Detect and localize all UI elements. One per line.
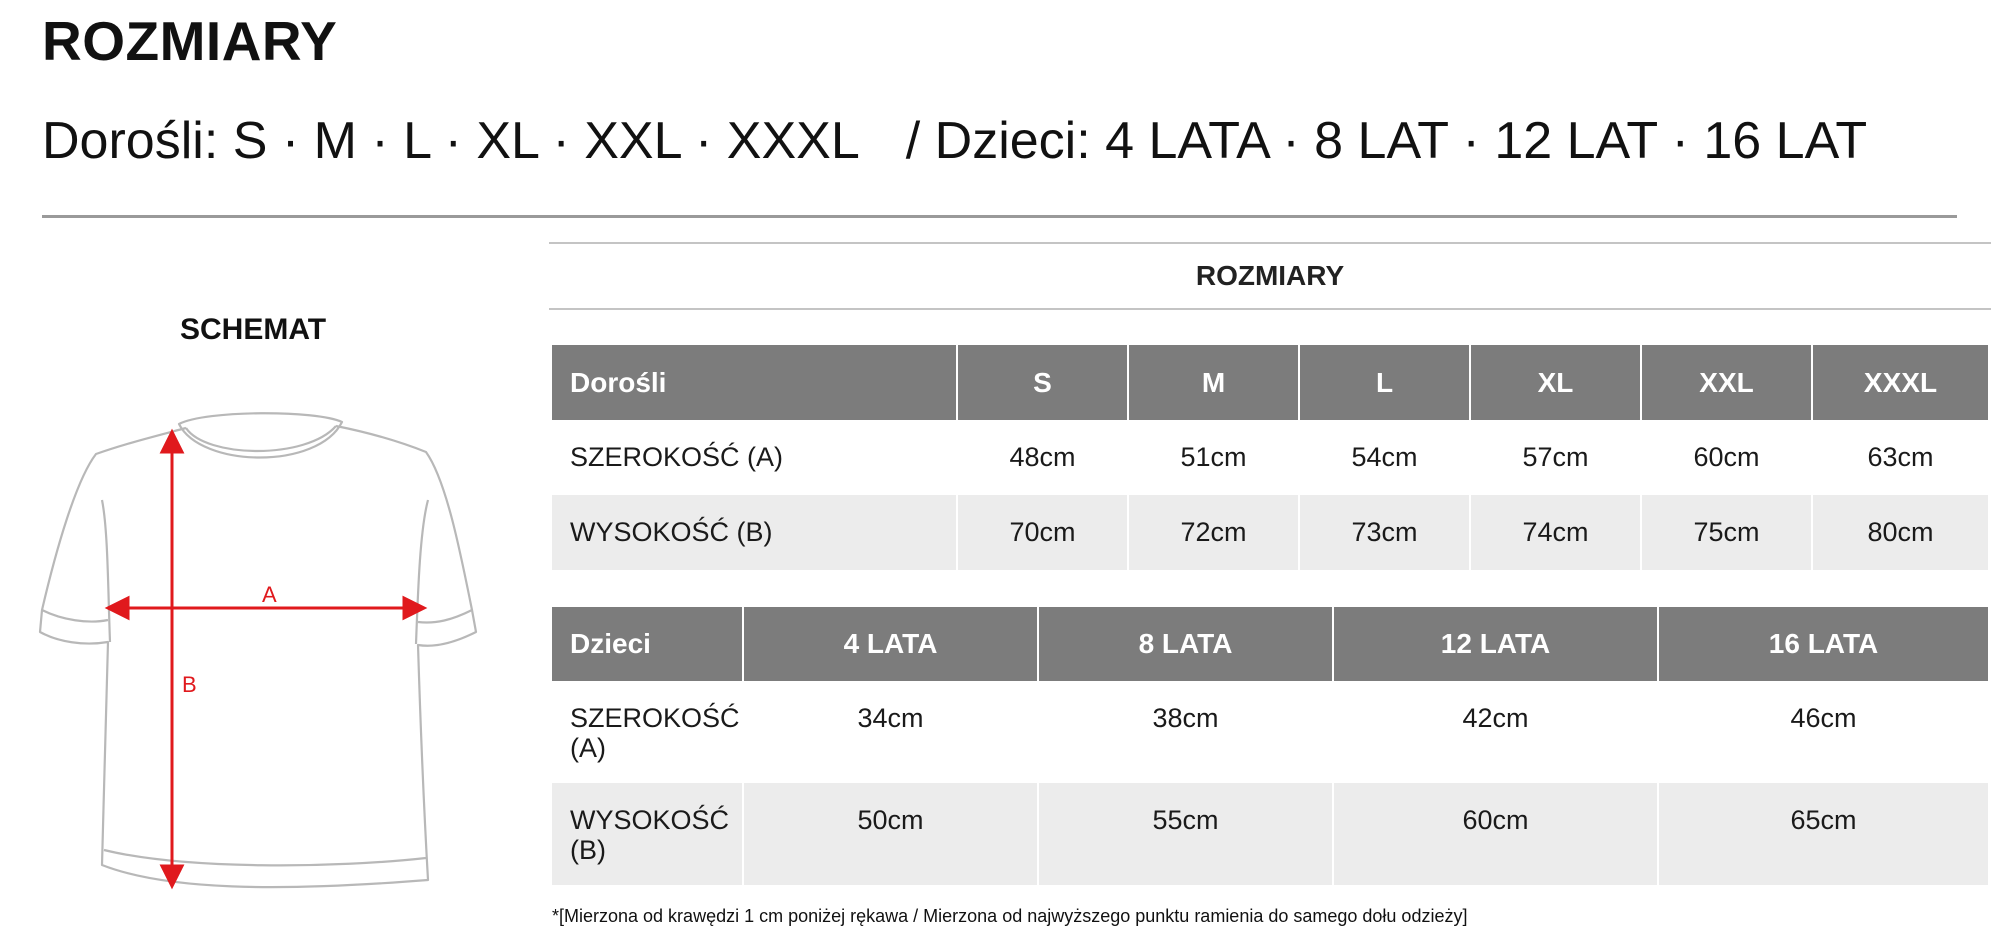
table-cell: 48cm — [957, 420, 1128, 495]
table-cell: 34cm — [743, 681, 1038, 783]
width-row-label: SZEROKOŚĆ (A) — [570, 703, 740, 763]
size-header-s: S — [957, 345, 1128, 420]
table-cell: 60cm — [1641, 420, 1812, 495]
age-header-8: 8 LATA — [1038, 607, 1333, 681]
table-cell: 57cm — [1470, 420, 1641, 495]
age-header-12: 12 LATA — [1333, 607, 1658, 681]
table-cell: 46cm — [1658, 681, 1988, 783]
size-panel — [549, 242, 1991, 310]
adults-header-label: Dorośli — [552, 345, 957, 420]
kids-sizes-summary: / Dzieci: 4 LATA · 8 LAT · 12 LAT · 16 LAT — [905, 112, 1868, 170]
table-cell: 70cm — [957, 495, 1128, 570]
table-cell: 50cm — [743, 783, 1038, 885]
footnote: *[Mierzona od krawędzi 1 cm poniżej rękawa / Mierzona od najwyższego punktu ramienia do samego dołu odzieży] — [552, 906, 1468, 926]
size-header-xxl: XXL — [1641, 345, 1812, 420]
table-cell: 80cm — [1812, 495, 1988, 570]
size-header-xl: XL — [1470, 345, 1641, 420]
age-header-4: 4 LATA — [743, 607, 1038, 681]
tshirt-outline-svg — [36, 410, 506, 905]
panel-bottom-rule — [549, 308, 1991, 310]
table-cell: 42cm — [1333, 681, 1658, 783]
table-cell: 51cm — [1128, 420, 1299, 495]
table-row — [552, 783, 1988, 885]
size-header-m: M — [1128, 345, 1299, 420]
height-label-b: B — [182, 672, 197, 697]
height-row-label: WYSOKOŚĆ (B) — [552, 783, 743, 885]
available-sizes-line — [42, 106, 1867, 176]
table-row — [552, 495, 1988, 570]
size-header-l: L — [1299, 345, 1470, 420]
adult-sizes-summary: Dorośli: S · M · L · XL · XXL · XXXL — [42, 112, 860, 170]
width-arrow-left-head — [108, 598, 128, 618]
table-cell: 38cm — [1038, 681, 1333, 783]
table-cell: 60cm — [1333, 783, 1658, 885]
adults-size-table — [552, 345, 1988, 570]
table-cell: 63cm — [1812, 420, 1988, 495]
table-header-row — [552, 607, 1988, 681]
height-row-label: WYSOKOŚĆ (B) — [552, 495, 957, 570]
table-cell: 54cm — [1299, 420, 1470, 495]
table-cell: 74cm — [1470, 495, 1641, 570]
table-row — [552, 420, 1988, 495]
panel-title: ROZMIARY — [1195, 260, 1345, 291]
page-title: ROZMIARY — [42, 10, 338, 72]
tshirt-diagram — [36, 410, 506, 905]
kids-header-label: Dzieci — [552, 607, 743, 681]
width-label-a: A — [262, 582, 277, 607]
table-cell: 55cm — [1038, 783, 1333, 885]
width-arrow-right-head — [404, 598, 424, 618]
kids-size-table — [552, 607, 1988, 885]
header-divider — [42, 215, 1957, 218]
measurement-arrows — [108, 432, 424, 886]
height-arrow-top-head — [162, 432, 182, 452]
table-cell: 72cm — [1128, 495, 1299, 570]
table-header-row — [552, 345, 1988, 420]
schema-label: SCHEMAT — [180, 313, 327, 346]
table-cell: 65cm — [1658, 783, 1988, 885]
size-header-xxxl: XXXL — [1812, 345, 1988, 420]
tshirt-outline — [40, 413, 476, 887]
table-row — [552, 681, 1988, 783]
age-header-16: 16 LATA — [1658, 607, 1988, 681]
width-row-label: SZEROKOŚĆ (A) — [570, 442, 784, 472]
table-cell: 73cm — [1299, 495, 1470, 570]
table-cell: 75cm — [1641, 495, 1812, 570]
